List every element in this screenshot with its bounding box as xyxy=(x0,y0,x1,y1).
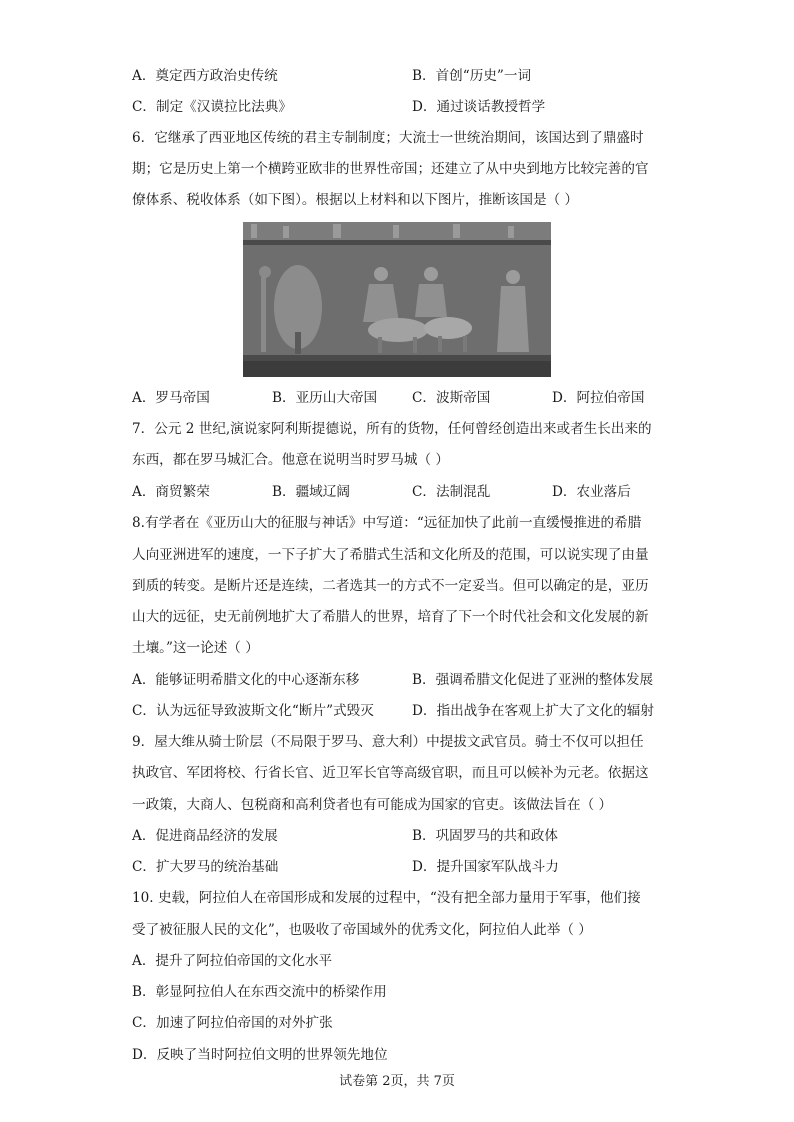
q6-option-b[interactable]: B．亚历山大帝国 xyxy=(272,390,378,406)
q8-stem-line: 人向亚洲进军的速度，一下子扩大了希腊式生活和文化所及的范围，可以说实现了由量 xyxy=(132,547,649,563)
q6-option-d[interactable]: D．阿拉伯帝国 xyxy=(552,390,645,406)
q7-option-a[interactable]: A．商贸繁荣 xyxy=(132,484,210,500)
q8-option-d[interactable]: D．指出战争在客观上扩大了文化的辐射 xyxy=(412,703,654,719)
q8-stem-line: 8.有学者在《亚历山大的征服与神话》中写道：“远征加快了此前一直缓慢推进的希腊 xyxy=(132,515,642,531)
q8-option-c[interactable]: C．认为远征导致波斯文化“断片”式毁灭 xyxy=(132,703,374,719)
q8-stem-line: 山大的远征，史无前例地扩大了希腊人的世界，培育了下一个时代社会和文化发展的新 xyxy=(132,609,649,625)
q8-option-b[interactable]: B．强调希腊文化促进了亚洲的整体发展 xyxy=(412,672,654,688)
q7-stem-line: 东西，都在罗马城汇合。他意在说明当时罗马城（ ） xyxy=(132,452,449,468)
q7-option-c[interactable]: C．法制混乱 xyxy=(412,484,491,500)
q6-stem-line: 期；它是历史上第一个横跨亚欧非的世界性帝国；还建立了从中央到地方比较完善的官 xyxy=(132,161,649,177)
q5-option-a[interactable]: A．奠定西方政治史传统 xyxy=(132,68,278,84)
page-footer: 试卷第 2页，共 7页 xyxy=(339,1074,455,1089)
q9-stem-line: 执政官、军团将校、行省长官、近卫军长官等高级官职，而且可以候补为元老。依据这 xyxy=(132,765,649,781)
q7-option-d[interactable]: D．农业落后 xyxy=(552,484,631,500)
q9-option-a[interactable]: A．促进商品经济的发展 xyxy=(132,828,278,844)
q9-stem-line: 9．屋大维从骑士阶层（不局限于罗马、意大利）中提拔文武官员。骑士不仅可以担任 xyxy=(132,734,644,750)
q7-stem-line: 7．公元 2 世纪,演说家阿利斯提德说，所有的货物，任何曾经创造出来或者生长出来的 xyxy=(132,421,652,437)
q8-stem-line: 土壤。”这一论述（ ） xyxy=(132,640,259,656)
q8-option-a[interactable]: A．能够证明希腊文化的中心逐渐东移 xyxy=(132,672,360,688)
q6-option-a[interactable]: A．罗马帝国 xyxy=(132,390,210,406)
q6-stem-line: 6．它继承了西亚地区传统的君主专制制度；大流士一世统治期间，该国达到了鼎盛时 xyxy=(132,130,644,146)
q7-option-b[interactable]: B．疆域辽阔 xyxy=(272,484,350,500)
relief-drawing xyxy=(243,222,551,377)
q9-option-d[interactable]: D．提升国家军队战斗力 xyxy=(412,859,559,875)
q8-stem-line: 到质的转变。是断片还是连续，二者选其一的方式不一定妥当。但可以确定的是，亚历 xyxy=(132,578,649,594)
q5-option-d[interactable]: D．通过谈话教授哲学 xyxy=(412,99,546,115)
q10-option-a[interactable]: A．提升了阿拉伯帝国的文化水平 xyxy=(132,953,333,969)
q10-stem-line: 10. 史载，阿拉伯人在帝国形成和发展的过程中，“没有把全部力量用于军事，他们接 xyxy=(132,890,641,906)
q9-option-c[interactable]: C．扩大罗马的统治基础 xyxy=(132,859,279,875)
q5-option-c[interactable]: C．制定《汉谟拉比法典》 xyxy=(132,99,292,115)
q10-option-b[interactable]: B．彰显阿拉伯人在东西交流中的桥梁作用 xyxy=(132,984,387,1000)
q10-option-c[interactable]: C．加速了阿拉伯帝国的对外扩张 xyxy=(132,1015,333,1031)
q9-stem-line: 一政策，大商人、包税商和高利贷者也有可能成为国家的官吏。该做法旨在（ ） xyxy=(132,797,613,813)
persian-relief-image xyxy=(243,222,551,377)
q6-stem-line: 僚体系、税收体系（如下图）。根据以上材料和以下图片，推断该国是（ ） xyxy=(132,192,579,208)
q9-option-b[interactable]: B．巩固罗马的共和政体 xyxy=(412,828,558,844)
q6-option-c[interactable]: C．波斯帝国 xyxy=(412,390,491,406)
q10-stem-line: 受了被征服人民的文化”，也吸收了帝国域外的优秀文化，阿拉伯人此举（ ） xyxy=(132,922,592,938)
q5-option-b[interactable]: B．首创“历史”一词 xyxy=(412,68,532,84)
q10-option-d[interactable]: D．反映了当时阿拉伯文明的世界领先地位 xyxy=(132,1047,388,1063)
